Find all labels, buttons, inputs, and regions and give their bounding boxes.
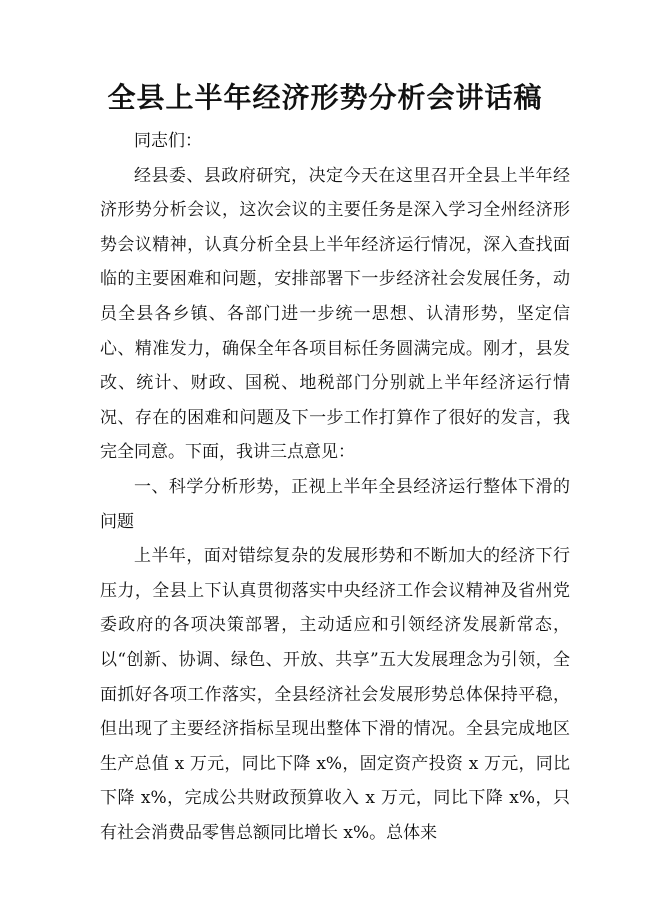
document-title: 全县上半年经济形势分析会讲话稿 (107, 81, 543, 114)
salutation: 同志们： (134, 131, 202, 151)
document-body (100, 124, 570, 850)
section-heading-1: 一、科学分析形势，正视上半年全县经济运行整体下滑的问题 (100, 476, 570, 532)
paragraph-intro: 经县委、县政府研究，决定今天在这里召开全县上半年经济形势分析会议，这次会议的主要任务是深入学习全州经济形势会议精神，认真分析全县上半年经济运行情况，深入查找面临的主要困难和问题，安排部署下一步经济社会发展任务，动员全县各乡镇、各部门进一步统一思想、认清形势，坚定信心、精准发力，确保全年各项目标任务圆满完成。刚才，县发改、统计、财政、国税、地税部门分别就上半年经济运行情况、存在的困难和问题及下一步工作打算作了很好的发言，我完全同意。下面，我讲三点意见： (100, 165, 570, 463)
paragraph-analysis: 上半年，面对错综复杂的发展形势和不断加大的经济下行压力，全县上下认真贯彻落实中央经济工作会议精神及省州党委政府的各项决策部署，主动适应和引领经济发展新常态，以“创新、协调、绿色、开放、共享”五大发展理念为引领，全面抓好各项工作落实，全县经济社会发展形势总体保持平稳，但出现了主要经济指标呈现出整体下滑的情况。全县完成地区生产总值 x 万元，同比下降 x%，固定资产投资 x 万元，同比下降 x%，完成公共财政预算收入 x 万元，同比下降 x%，只有社会消费品零售总额同比增长 x%。总体来 (100, 546, 570, 843)
